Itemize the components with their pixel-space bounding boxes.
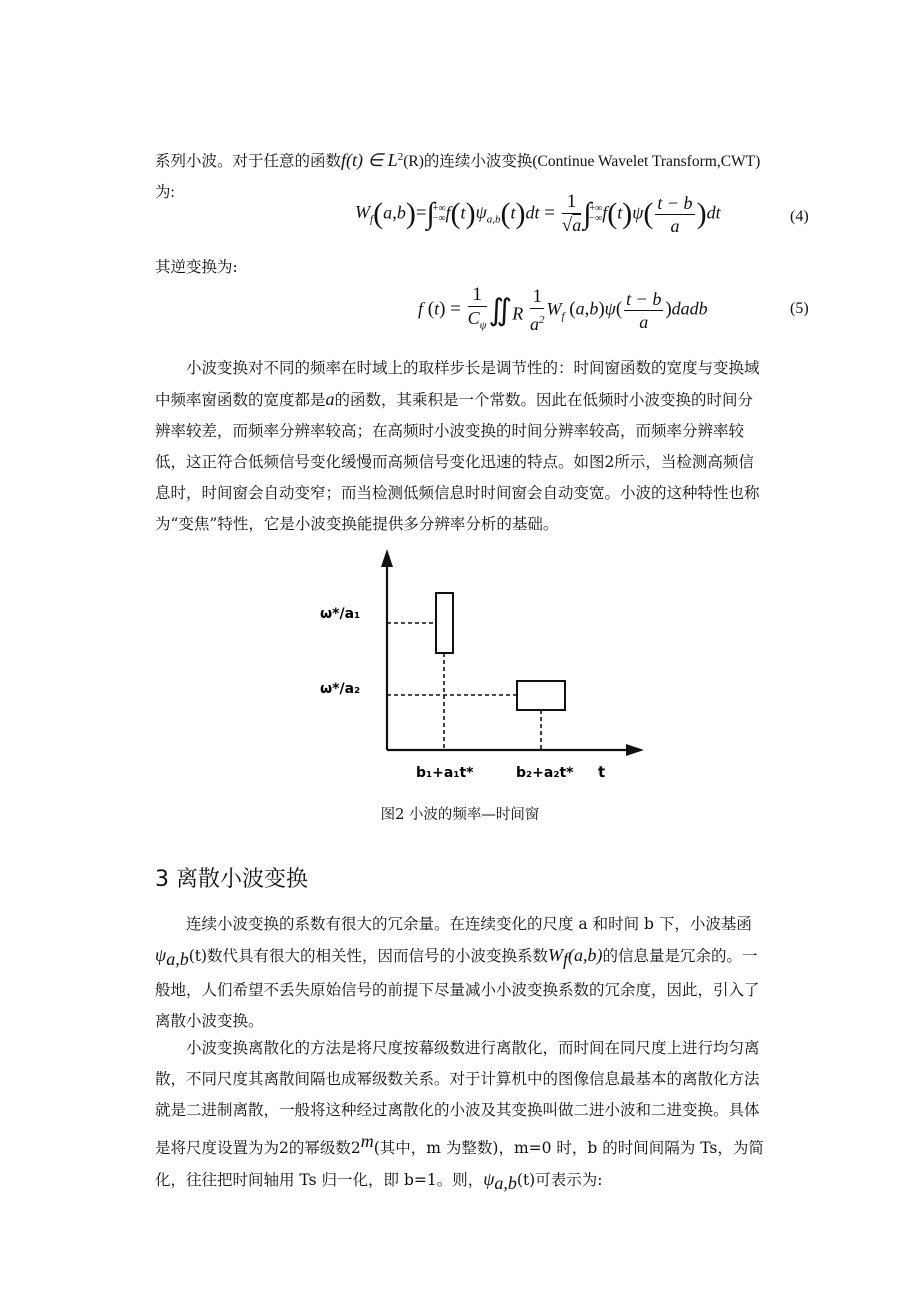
x-axis-arrow [626, 744, 644, 756]
wide-time-window [517, 681, 565, 710]
y-axis-arrow [381, 549, 393, 567]
function-superscript: 2 [397, 151, 404, 163]
equation-5: f (t) = $\frac{1}{C_\psi}$ $∬_R$ $\frac{1}{a^2}$ $W_f$ (a,b)ψ( $\frac{t - b}{a}$ )dadb [418, 284, 708, 334]
figure-caption: 图2 小波的频率—时间窗 [380, 807, 540, 823]
paragraph-redundancy: 连续小波变换的系数有很大的冗余量。在连续变化的尺度 a 和时间 b 下，小波基函$\psi_{a,b}(t)$数代具有很大的相关性，因而信号的小波变换系数$W_f(a,b)$的信息量是冗余的。一般地，人们希望不丢失原始信号的前提下尽量减小小波变换系数的冗余度，因此，引入了离散小波变换。 [155, 915, 760, 1031]
narrow-time-window [436, 593, 453, 653]
paragraph-inverse: 其逆变换为: [155, 258, 238, 276]
y-label-a1: ω*/a₁ [320, 606, 361, 622]
intro-text: 系列小波。对于任意的函数 [155, 152, 342, 171]
x-label-b1: b₁+a₁t* [416, 765, 474, 781]
intro-text-end: (R)的连续小波变换(Continue Wavelet Transform,CWT)为: [155, 153, 761, 202]
frequency-time-window-figure [320, 545, 650, 795]
equation-5-number: (5) [790, 300, 809, 317]
x-label-b2: b₂+a₂t* [516, 765, 574, 781]
paragraph-zoom: 小波变换对不同的频率在时域上的取样步长是调节性的：时间窗函数的宽度与变换域中频率窗函数的宽度都是a的函数，其乘积是一个常数。因此在低频时小波变换的时间分辨率较差，而频率分辨率较高；在高频时小波变换的时间分辨率较高，而频率分辨率较低，这正符合低频信号变化缓慢而高频信号变化迅速的特点。如图2所示，当检测高频信息时，时间窗会自动变窄；而当检测低频信息时时间窗会自动变宽。小波的这种特性也称为“变焦”特性，它是小波变换能提供多分辨率分析的基础。 [155, 359, 760, 533]
equation-4-number: (4) [790, 208, 809, 225]
section-heading: 3 离散小波变换 [155, 867, 308, 892]
equation-4: $W_f(a,b)=\int+\infty$ $-\infty f(t)\psi_{a,b}(t)dt$ = $\frac{1}{√a}$ ∫+∞ −∞f(t)ψ( $\frac{t - b}{a}$ )dt [355, 191, 721, 236]
x-axis-label: t [598, 763, 606, 781]
y-label-a2: ω*/a₂ [320, 681, 361, 697]
paragraph-discretization: 小波变换离散化的方法是将尺度按幕级数进行离散化，而时间在同尺度上进行均匀离散，不同尺度其离散间隔也成幂级数关系。对于计算机中的图像信息最基本的离散化方法就是二进制离散，一般将这种经过离散化的小波及其变换叫做二进小波和二进变换。具体是将尺度设置为为2的幂级数2$^m$(其中，m 为整数)，m=0 时，b 的时间间隔为 Ts，为简化，往往把时间轴用 Ts 归一化，即 b=1。则，$\psi_{a,b}(t)$可表示为: [155, 1039, 764, 1194]
function-symbol: f(t) ∈ L [341, 150, 398, 171]
